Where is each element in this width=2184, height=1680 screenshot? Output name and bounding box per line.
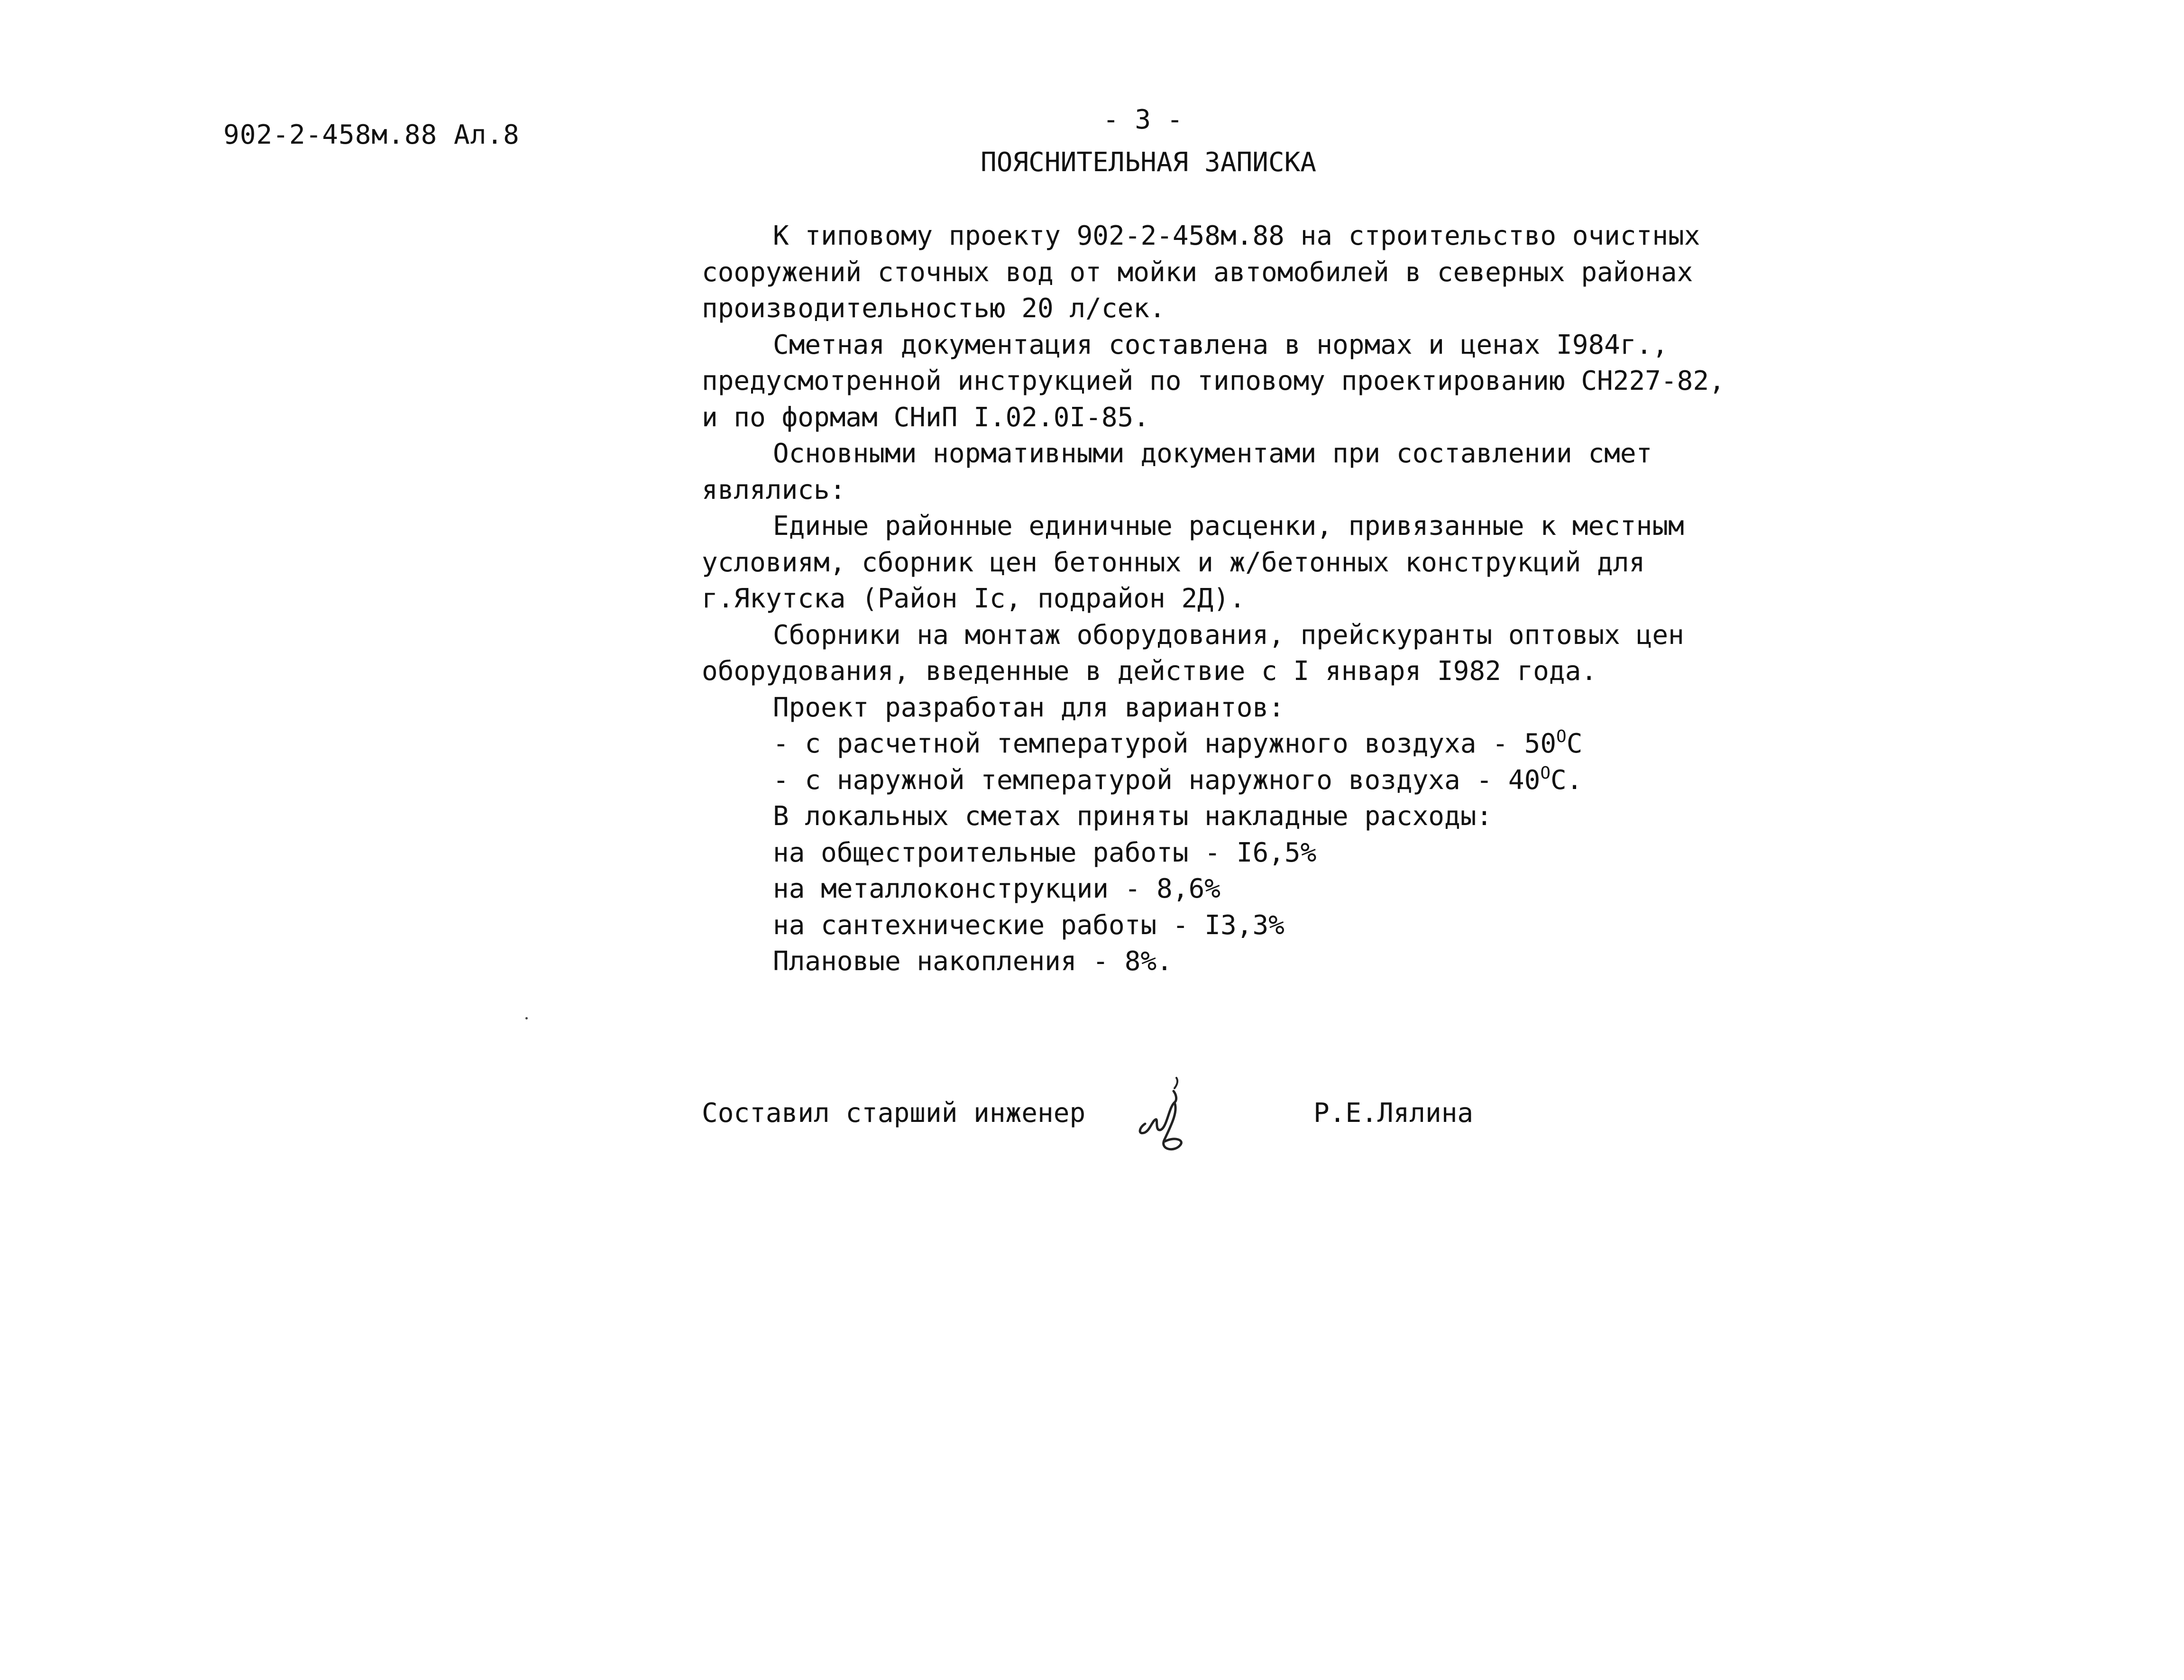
paragraph-estimate-line-2: предусмотренной инструкцией по типовому проектированию СН227-82, (702, 366, 1725, 396)
planned-savings: Плановые накопления - 8%. (773, 946, 1173, 977)
degree-sign: O (1540, 763, 1551, 783)
paragraph-estimate-line-3: и по формам СНиП I.02.0I-85. (702, 402, 1150, 433)
variant-1-text: - с расчетной температурой наружного воздуха - 50 (773, 728, 1557, 759)
handwritten-signature (1131, 1074, 1207, 1159)
scan-speck (525, 1017, 528, 1019)
overhead-plumbing: на сантехнические работы - I3,3% (773, 909, 1285, 941)
paragraph-equipment-line-2: оборудования, введенные в действие с I января I982 года. (702, 656, 1597, 687)
overheads-intro: В локальных сметах приняты накладные расходы: (773, 801, 1493, 832)
overhead-metal-structures: на металлоконструкции - 8,6% (773, 873, 1221, 904)
paragraph-rates-line-3: г.Якутска (Район Iс, подрайон 2Д). (702, 583, 1246, 614)
signatory-name: Р.Е.Лялина (1313, 1098, 1474, 1129)
variant-line-1 (702, 726, 1688, 762)
variant-line-2 (702, 762, 1688, 799)
page-number: - 3 - (1103, 104, 1183, 135)
paragraph-rates-line-2: условиям, сборник цен бетонных и ж/бетонных конструкций для (702, 547, 1645, 578)
paragraph-project-line-3: производительностью 20 л/сек. (702, 293, 1165, 324)
paragraph-normative-line-1: Основными нормативными документами при составлении смет (773, 438, 1652, 469)
paragraph-estimate-line-1: Сметная документация составлена в нормах и ценах I984г., (773, 329, 1669, 360)
variant-2-text: - с наружной температурой наружного воздуха - 40 (773, 764, 1541, 796)
paragraph-project-line-1: К типовому проекту 902-2-458м.88 на строительство очистных (773, 220, 1700, 251)
variant-2-unit: C. (1551, 764, 1583, 796)
paragraph-project-line-2: сооружений сточных вод от мойки автомобилей в северных районах (702, 257, 1693, 288)
signature-role: Составил старший инженер (702, 1098, 1086, 1129)
document-code: 902-2-458м.88 Ал.8 (223, 119, 520, 150)
overhead-general-construction: на общестроительные работы - I6,5% (773, 837, 1317, 868)
degree-sign: O (1556, 727, 1567, 746)
variants-intro: Проект разработан для вариантов: (773, 692, 1285, 723)
explanatory-note-body (702, 218, 1725, 980)
paragraph-equipment-line-1: Сборники на монтаж оборудования, прейскуранты оптовых цен (773, 619, 1684, 651)
variant-1-unit: C (1566, 728, 1583, 759)
paragraph-rates-line-1: Единые районные единичные расценки, привязанные к местным (773, 511, 1684, 542)
paragraph-normative-line-2: являлись: (702, 474, 846, 505)
document-title: ПОЯСНИТЕЛЬНАЯ ЗАПИСКА (981, 147, 1317, 178)
